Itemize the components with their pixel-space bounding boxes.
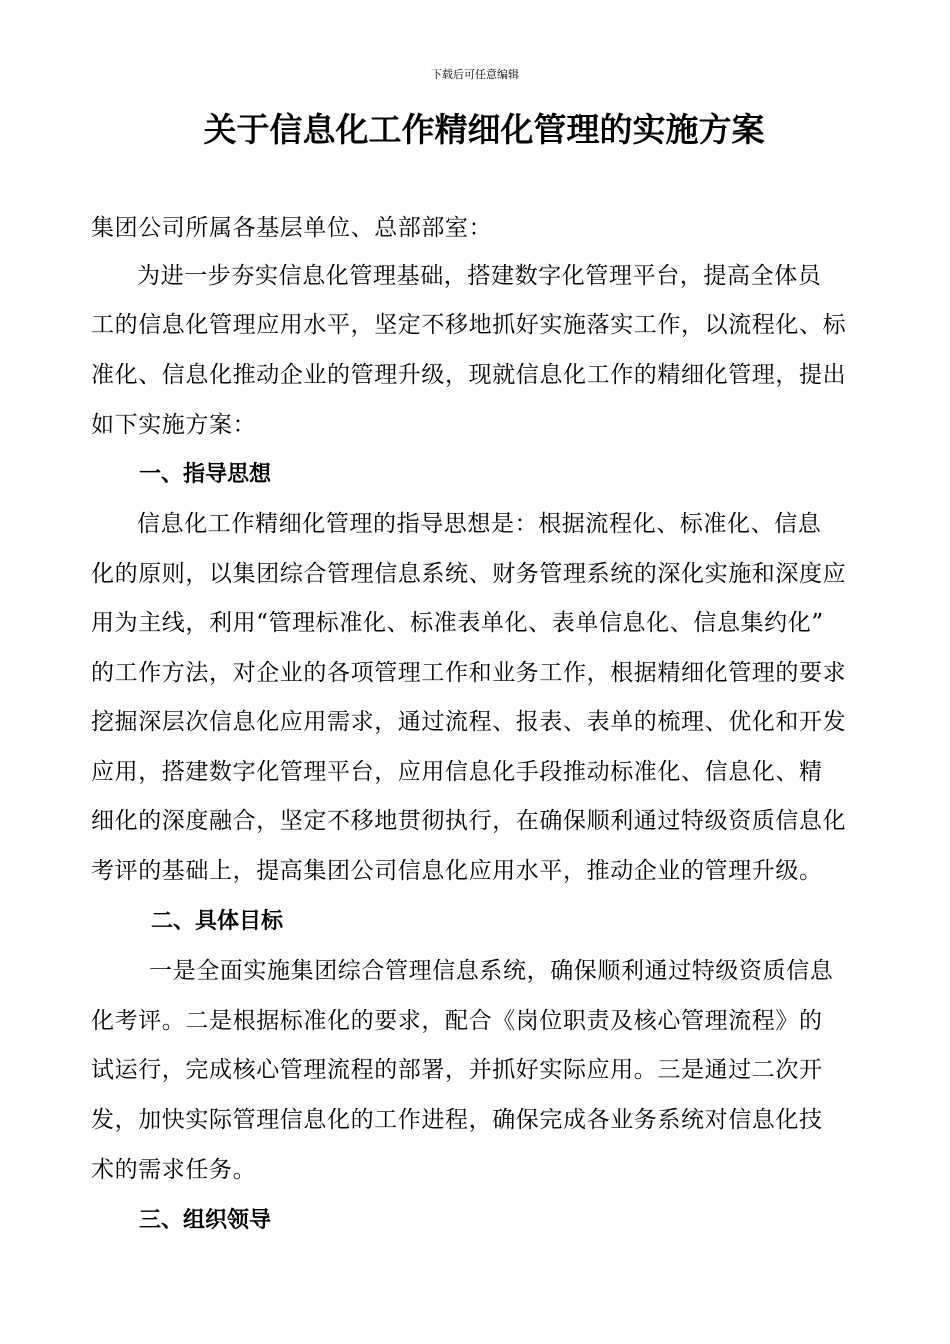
section-2-line: 试运行，完成核心管理流程的部署，并抓好实际应用。三是通过二次开 [91, 1057, 823, 1083]
document-title: 关于信息化工作精细化管理的实施方案 [203, 110, 765, 149]
section-2-line: 发，加快实际管理信息化的工作进程，确保完成各业务系统对信息化技 [91, 1107, 823, 1133]
section-1-line: 应用，搭建数字化管理平台，应用信息化手段推动标准化、信息化、精 [91, 759, 823, 785]
section-2-line: 术的需求任务。 [91, 1157, 257, 1183]
section-2-line: 化考评。二是根据标准化的要求，配合《岗位职责及核心管理流程》的 [91, 1008, 823, 1034]
section-1-line: 挖掘深层次信息化应用需求，通过流程、报表、表单的梳理、优化和开发 [91, 709, 847, 735]
section-1-line: 考评的基础上，提高集团公司信息化应用水平，推动企业的管理升级。 [91, 858, 823, 884]
section-2-line: 一是全面实施集团综合管理信息系统，确保顺利通过特级资质信息 [149, 958, 834, 984]
section-1-line: 信息化工作精细化管理的指导思想是：根据流程化、标准化、信息 [137, 511, 822, 537]
intro-line: 工的信息化管理应用水平，坚定不移地抓好实施落实工作，以流程化、标 [91, 312, 847, 338]
intro-line: 准化、信息化推动企业的管理升级，现就信息化工作的精细化管理，提出 [91, 362, 847, 388]
salutation: 集团公司所属各基层单位、总部部室： [91, 215, 493, 241]
section-heading-1: 一、指导思想 [139, 462, 272, 487]
header-note: 下载后可任意编辑 [431, 68, 519, 81]
section-1-line: 的工作方法，对企业的各项管理工作和业务工作，根据精细化管理的要求 [91, 660, 847, 686]
section-heading-3: 三、组织领导 [139, 1208, 272, 1233]
intro-line: 如下实施方案： [91, 412, 257, 438]
section-1-line: 化的原则，以集团综合管理信息系统、财务管理系统的深化实施和深度应 [91, 561, 847, 587]
section-1-line: 用为主线，利用“管理标准化、标准表单化、表单信息化、信息集约化” [91, 610, 824, 636]
section-1-line: 细化的深度融合，坚定不移地贯彻执行，在确保顺利通过特级资质信息化 [91, 808, 847, 834]
section-heading-2: 二、具体目标 [151, 909, 284, 934]
intro-line: 为进一步夯实信息化管理基础，搭建数字化管理平台，提高全体员 [137, 263, 822, 289]
